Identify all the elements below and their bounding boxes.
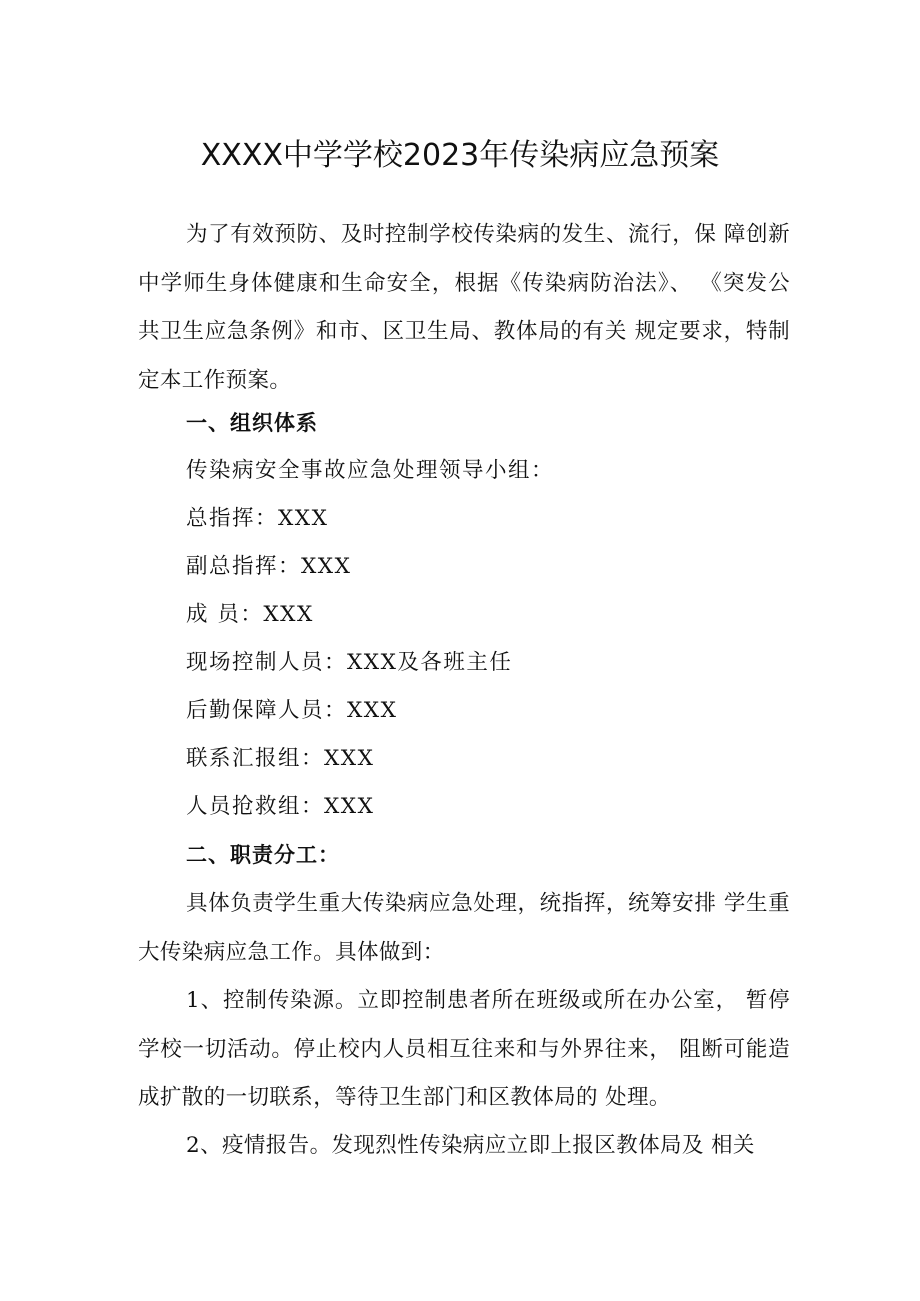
intro-paragraph: 为了有效预防、及时控制学校传染病的发生、流行，保 障创新中学师生身体健康和生命安全，根据《传染病防治法》、 《突发公共卫生应急条例》和市、区卫生局、教体局的有关 规定要求，特制定本工作预案。 [138,222,790,393]
document-title: XXXX中学学校2023年传染病应急预案 [200,138,720,174]
responsibilities-intro: 具体负责学生重大传染病应急处理，统指挥，统筹安排 学生重大传染病应急工作。具体做到： [138,891,790,965]
member-line: 现场控制人员：XXX及各班主任 [186,650,513,675]
responsibility-item: 2、疫情报告。发现烈性传染病应立即上报区教体局及 相关 [186,1133,755,1158]
section-heading-responsibilities: 二、职责分工： [186,843,340,867]
section-heading-organization: 一、组织体系 [186,411,318,435]
member-line: 人员抢救组：XXX [186,794,375,819]
member-line: 后勤保障人员：XXX [186,698,398,723]
member-line: 副总指挥：XXX [186,554,352,579]
responsibility-item: 1、控制传染源。立即控制患者所在班级或所在办公室， 暂停学校一切活动。停止校内人员相互往来和与外界往来， 阻断可能造成扩散的一切联系，等待卫生部门和区教体局的 处理。 [138,988,790,1110]
member-line: 总指挥：XXX [186,506,329,531]
member-line: 联系汇报组：XXX [186,746,375,771]
leadership-group-label: 传染病安全事故应急处理领导小组： [186,458,555,483]
member-line: 成 员：XXX [186,602,314,627]
